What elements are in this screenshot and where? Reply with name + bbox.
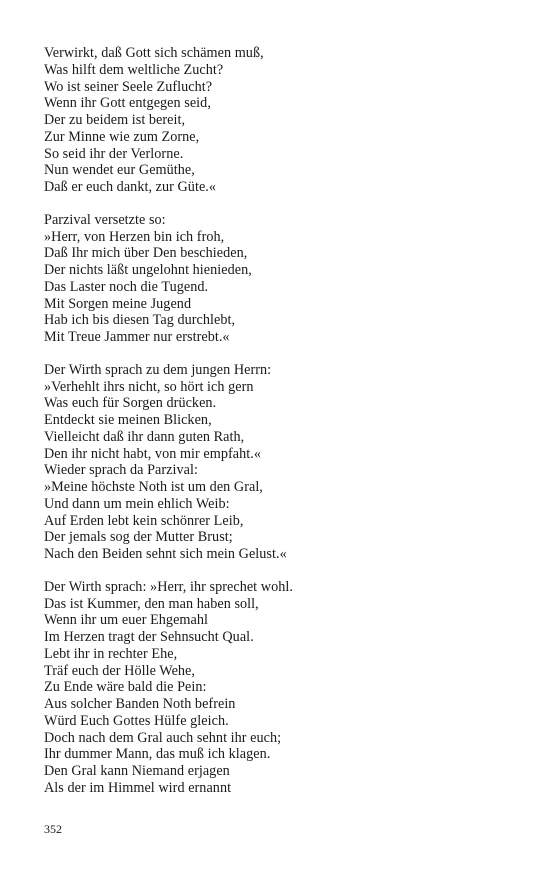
verse-line: Doch nach dem Gral auch sehnt ihr euch; (44, 729, 282, 746)
stanza-1 (44, 45, 514, 196)
verse-line: Träf euch der Hölle Wehe, (44, 662, 195, 679)
verse-line: Das Laster noch die Tugend. (44, 278, 209, 295)
verse-line: Verwirkt, daß Gott sich schämen muß, (44, 45, 264, 61)
verse-line: Würd Euch Gottes Hülfe gleich. (44, 712, 229, 729)
verse-line: Zu Ende wäre bald die Pein: (44, 679, 207, 696)
verse-line: Der Wirth sprach: »Herr, ihr sprechet wohl. (44, 578, 293, 595)
stanza-4 (44, 579, 514, 797)
verse-line: Der jemals sog der Mutter Brust; (44, 529, 233, 546)
verse-line: Was euch für Sorgen drücken. (44, 395, 217, 412)
verse-line: Im Herzen tragt der Sehnsucht Qual. (44, 629, 254, 645)
verse-line: Hab ich bis diesen Tag durchlebt, (44, 312, 236, 329)
verse-line: Und dann um mein ehlich Weib: (44, 495, 230, 512)
verse-line: Aus solcher Banden Noth befrein (44, 696, 236, 712)
stanza-2 (44, 212, 514, 346)
page-number: 352 (44, 822, 62, 836)
verse-line: Als der im Himmel wird ernannt (44, 779, 232, 796)
verse-line: Zur Minne wie zum Zorne, (44, 128, 200, 145)
verse-line: Mit Sorgen meine Jugend (44, 295, 192, 312)
verse-line: Der zu beidem ist bereit, (44, 112, 186, 128)
verse-line: Ihr dummer Mann, das muß ich klagen. (44, 746, 271, 763)
verse-line: Lebt ihr in rechter Ehe, (44, 645, 178, 662)
verse-line: Vielleicht daß ihr dann guten Rath, (44, 428, 245, 445)
verse-line: Entdeckt sie meinen Blicken, (44, 412, 212, 428)
verse-line: Wo ist seiner Seele Zuflucht? (44, 78, 213, 95)
verse-line: Daß Ihr mich über Den beschieden, (44, 245, 248, 262)
verse-line: Den Gral kann Niemand erjagen (44, 763, 230, 779)
verse-line: »Herr, von Herzen bin ich froh, (44, 228, 225, 245)
verse-line: Mit Treue Jammer nur erstrebt.« (44, 329, 230, 345)
stanza-3 (44, 362, 514, 563)
verse-line: »Meine höchste Noth ist um den Gral, (44, 479, 263, 495)
verse-line: Nun wendet eur Gemüthe, (44, 162, 195, 179)
verse-line: Wenn ihr um euer Ehgemahl (44, 612, 208, 629)
verse-line: Auf Erden lebt kein schönrer Leib, (44, 512, 244, 529)
verse-line: Der Wirth sprach zu dem jungen Herrn: (44, 361, 272, 378)
verse-line: Nach den Beiden sehnt sich mein Gelust.« (44, 546, 287, 562)
poem-text (44, 45, 514, 813)
verse-line: Wenn ihr Gott entgegen seid, (44, 95, 211, 112)
verse-line: Wieder sprach da Parzival: (44, 462, 198, 479)
verse-line: So seid ihr der Verlorne. (44, 145, 184, 162)
verse-line: Den ihr nicht habt, von mir empfaht.« (44, 445, 261, 462)
verse-line: Parzival versetzte so: (44, 211, 166, 228)
verse-line: Das ist Kummer, den man haben soll, (44, 595, 259, 612)
verse-line: »Verhehlt ihrs nicht, so hört ich gern (44, 378, 254, 395)
verse-line: Daß er euch dankt, zur Güte.« (44, 179, 217, 195)
verse-line: Was hilft dem weltliche Zucht? (44, 61, 224, 78)
verse-line: Der nichts läßt ungelohnt hienieden, (44, 262, 252, 278)
